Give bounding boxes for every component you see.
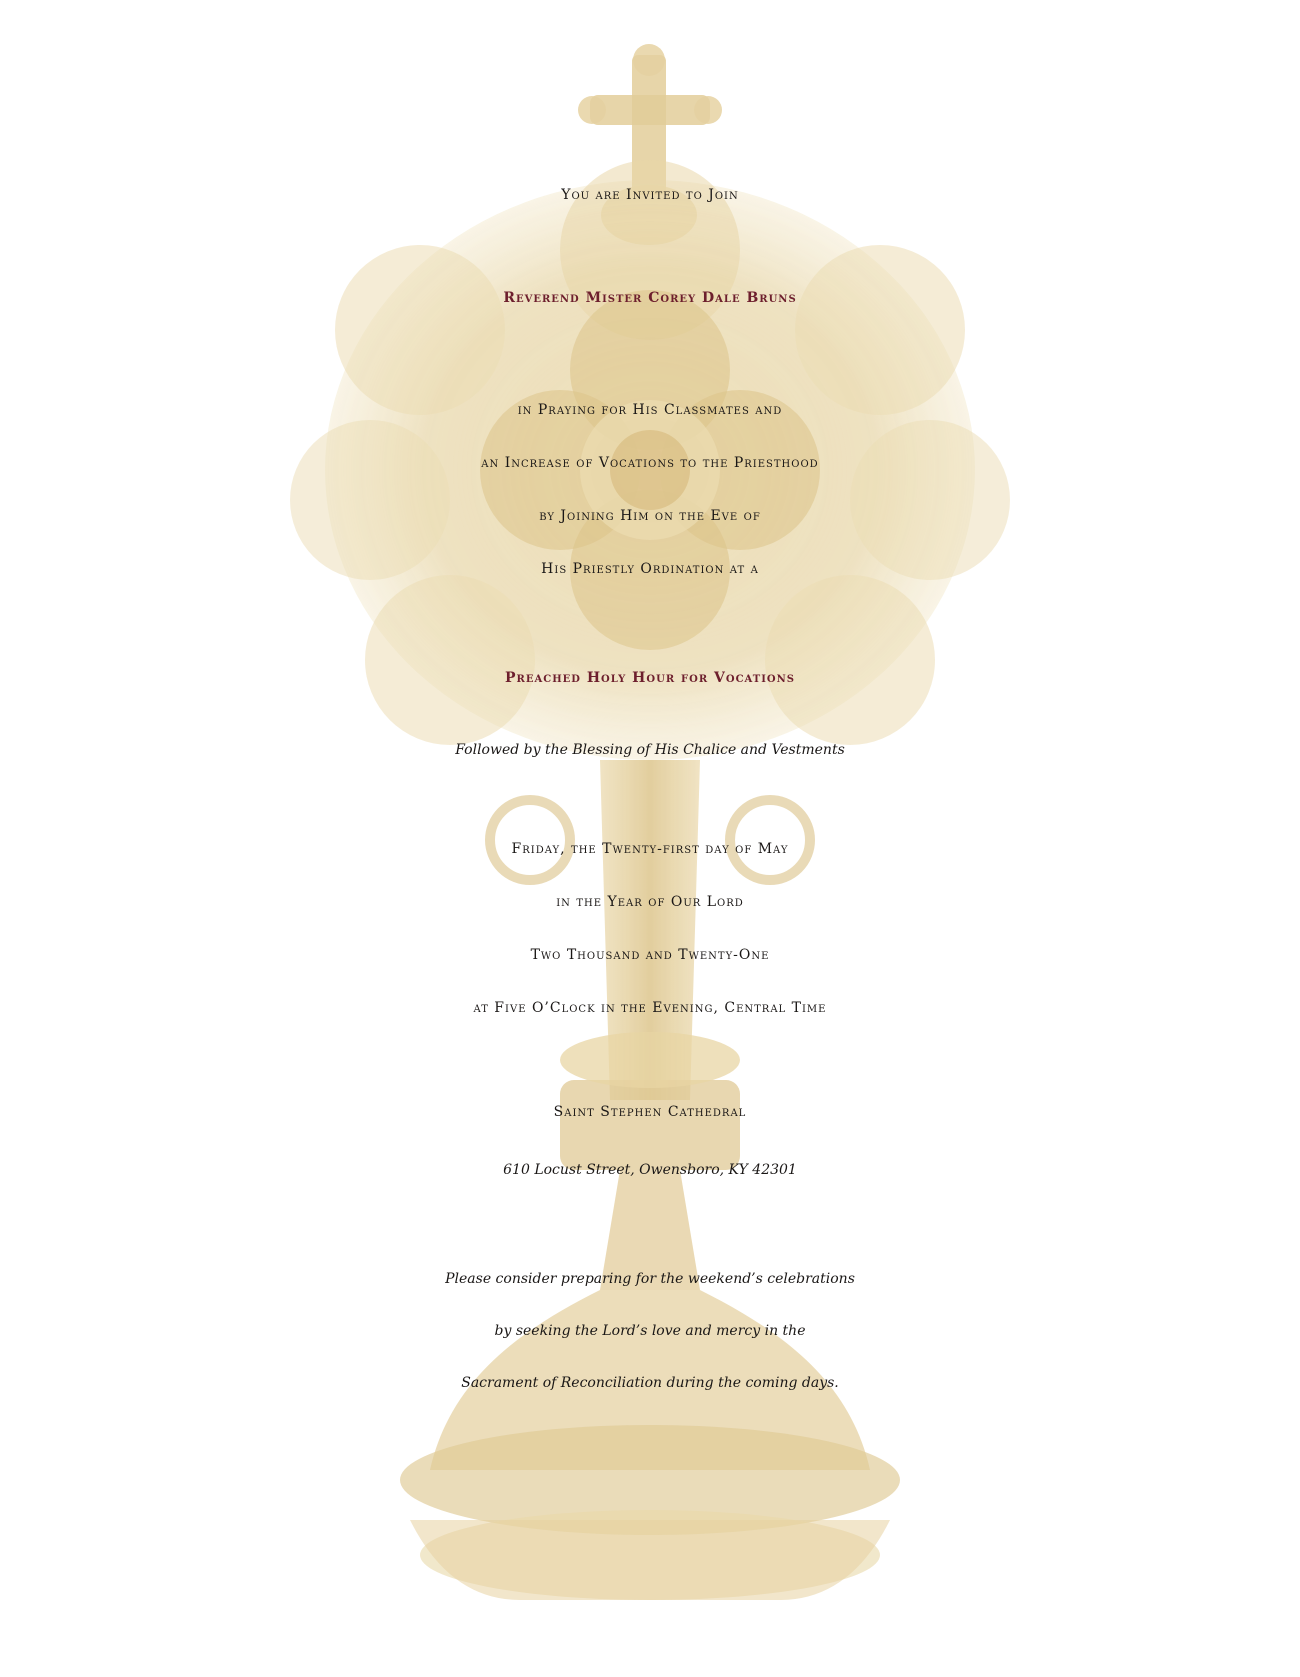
invitation-opening: You are Invited to Join xyxy=(561,187,739,203)
purpose-line: in Praying for His Classmates and xyxy=(517,402,783,418)
venue-address: 610 Locust Street, Owensboro, KY 42301 xyxy=(503,1162,797,1178)
date-line: in the Year of Our Lord xyxy=(556,894,744,910)
date-line: Two Thousand and Twenty-One xyxy=(530,947,770,963)
purpose-line: by Joining Him on the Eve of xyxy=(539,508,761,524)
purpose-line: His Priestly Ordination at a xyxy=(541,561,759,577)
event-subtitle: Followed by the Blessing of His Chalice and Vestments xyxy=(455,742,845,758)
date-line: Friday, the Twenty-first day of May xyxy=(511,841,789,857)
note-line: by seeking the Lord’s love and mercy in the xyxy=(494,1323,806,1339)
note-line: Please consider preparing for the weekend’s celebrations xyxy=(445,1271,855,1287)
honoree-name: Reverend Mister Corey Dale Bruns xyxy=(503,290,797,306)
note-line: Sacrament of Reconciliation during the coming days. xyxy=(461,1375,839,1391)
event-title: Preached Holy Hour for Vocations xyxy=(505,670,795,686)
purpose-line: an Increase of Vocations to the Priesthood xyxy=(481,455,819,471)
venue-name: Saint Stephen Cathedral xyxy=(553,1104,747,1120)
date-line: at Five O’Clock in the Evening, Central Time xyxy=(473,1000,827,1016)
